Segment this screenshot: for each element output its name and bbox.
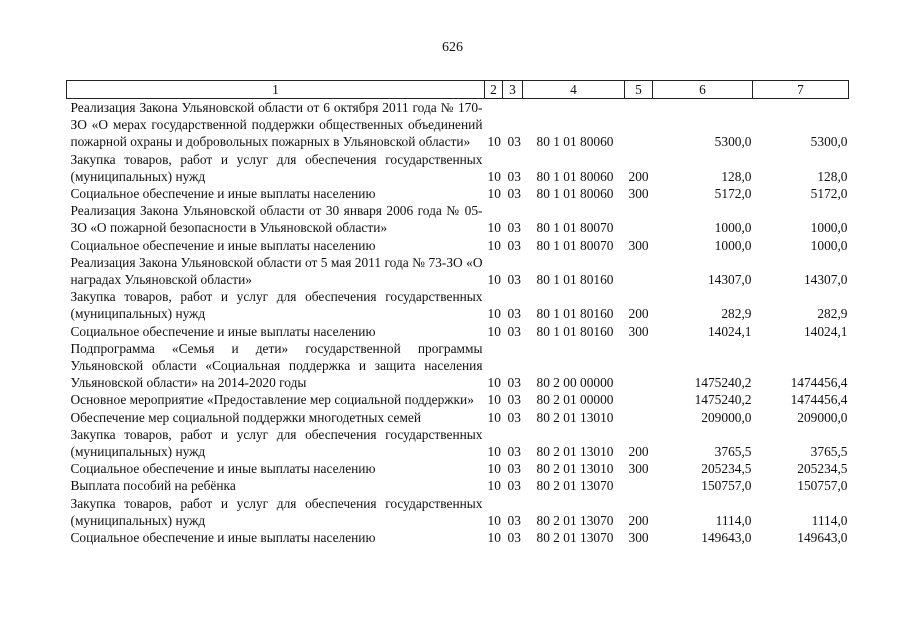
- subsection-code: 03: [507, 392, 521, 408]
- table-row: [67, 99, 849, 151]
- target-article-code: 80 2 01 13010: [536, 409, 614, 425]
- expense-type-code: [625, 477, 653, 494]
- section-code: 10: [487, 134, 501, 150]
- amount-year-2: 209000,0: [797, 409, 848, 425]
- row-name: Закупка товаров, работ и услуг для обеспечения государственных (муниципальных) нужд: [70, 495, 483, 528]
- row-name: Выплата пособий на ребёнка: [70, 478, 236, 494]
- amount-year-2: 1000,0: [810, 237, 848, 253]
- table-row: [67, 237, 849, 254]
- target-article-code: 80 1 01 80070: [536, 237, 614, 253]
- amount-year-2: 150757,0: [797, 478, 848, 494]
- amount-year-2: 5172,0: [810, 186, 848, 202]
- column-header: 6: [653, 81, 753, 99]
- section-code: 10: [487, 478, 501, 494]
- amount-year-2: 3765,5: [810, 444, 848, 460]
- amount-year-2: 205234,5: [797, 461, 848, 477]
- expense-type-code: [625, 409, 653, 426]
- row-name: Социальное обеспечение и иные выплаты населению: [70, 461, 376, 477]
- subsection-code: 03: [507, 168, 521, 184]
- subsection-code: 03: [507, 512, 521, 528]
- amount-year-2: 1474456,4: [790, 375, 848, 391]
- expense-type-code: 200: [628, 512, 649, 528]
- amount-year-1: 209000,0: [701, 409, 752, 425]
- table-row: [67, 202, 849, 236]
- target-article-code: 80 1 01 80070: [536, 220, 614, 236]
- subsection-code: 03: [507, 461, 521, 477]
- row-name: Обеспечение мер социальной поддержки многодетных семей: [70, 409, 422, 425]
- amount-year-2: 5300,0: [810, 134, 848, 150]
- amount-year-2: 282,9: [817, 306, 848, 322]
- amount-year-1: 1000,0: [714, 220, 752, 236]
- amount-year-1: 5172,0: [714, 186, 752, 202]
- section-code: 10: [487, 512, 501, 528]
- amount-year-2: 149643,0: [797, 530, 848, 546]
- subsection-code: 03: [507, 306, 521, 322]
- section-code: 10: [487, 392, 501, 408]
- column-header: 4: [523, 81, 625, 99]
- row-name: Реализация Закона Ульяновской области от 5 мая 2011 года № 73-ЗО «О наградах Ульяновской области»: [70, 254, 483, 288]
- table-header-row: [67, 81, 849, 99]
- subsection-code: 03: [507, 220, 521, 236]
- amount-year-1: 282,9: [721, 306, 752, 322]
- target-article-code: 80 1 01 80160: [536, 306, 614, 322]
- column-header: 1: [67, 81, 485, 99]
- expense-type-code: 300: [628, 323, 649, 339]
- subsection-code: 03: [507, 186, 521, 202]
- target-article-code: 80 2 01 13070: [536, 512, 614, 528]
- section-code: 10: [487, 220, 501, 236]
- subsection-code: 03: [507, 375, 521, 391]
- expense-type-code: [625, 202, 653, 236]
- table-row: [67, 495, 849, 529]
- amount-year-1: 5300,0: [714, 134, 752, 150]
- section-code: 10: [487, 168, 501, 184]
- expense-type-code: 200: [628, 168, 649, 184]
- section-code: 10: [487, 186, 501, 202]
- target-article-code: 80 2 01 13010: [536, 461, 614, 477]
- subsection-code: 03: [507, 237, 521, 253]
- page-number: 626: [442, 40, 463, 55]
- table-row: [67, 477, 849, 494]
- table-row: [67, 323, 849, 340]
- budget-table: [66, 80, 849, 546]
- target-article-code: 80 2 01 13070: [536, 530, 614, 546]
- expense-type-code: [625, 254, 653, 288]
- row-name: Социальное обеспечение и иные выплаты населению: [70, 186, 376, 202]
- column-header: 7: [753, 81, 849, 99]
- table-row: [67, 185, 849, 202]
- amount-year-2: 1000,0: [810, 220, 848, 236]
- section-code: 10: [487, 461, 501, 477]
- column-header: 3: [503, 81, 523, 99]
- section-code: 10: [487, 375, 501, 391]
- subsection-code: 03: [507, 409, 521, 425]
- amount-year-2: 14307,0: [803, 272, 848, 288]
- section-code: 10: [487, 323, 501, 339]
- row-name: Подпрограмма «Семья и дети» государственной программы Ульяновской области «Социальная поддержка и защита населения Ульяновской области» на 2014-2020 годы: [70, 340, 483, 391]
- amount-year-2: 1114,0: [811, 512, 848, 528]
- subsection-code: 03: [507, 272, 521, 288]
- target-article-code: 80 1 01 80160: [536, 323, 614, 339]
- section-code: 10: [487, 272, 501, 288]
- target-article-code: 80 2 01 13010: [536, 444, 614, 460]
- section-code: 10: [487, 306, 501, 322]
- target-article-code: 80 1 01 80160: [536, 272, 614, 288]
- row-name: Закупка товаров, работ и услуг для обеспечения государственных (муниципальных) нужд: [70, 151, 483, 184]
- subsection-code: 03: [507, 478, 521, 494]
- amount-year-1: 150757,0: [701, 478, 752, 494]
- section-code: 10: [487, 444, 501, 460]
- amount-year-1: 128,0: [721, 168, 752, 184]
- expense-type-code: [625, 99, 653, 151]
- target-article-code: 80 2 01 13070: [536, 478, 614, 494]
- expense-type-code: 300: [628, 186, 649, 202]
- amount-year-2: 128,0: [817, 168, 848, 184]
- section-code: 10: [487, 530, 501, 546]
- amount-year-1: 149643,0: [701, 530, 752, 546]
- table-row: [67, 151, 849, 185]
- table-row: [67, 409, 849, 426]
- amount-year-1: 1475240,2: [694, 375, 752, 391]
- subsection-code: 03: [507, 444, 521, 460]
- amount-year-1: 1000,0: [714, 237, 752, 253]
- target-article-code: 80 1 01 80060: [536, 168, 614, 184]
- subsection-code: 03: [507, 134, 521, 150]
- table-row: [67, 254, 849, 288]
- target-article-code: 80 1 01 80060: [536, 134, 614, 150]
- row-name: Социальное обеспечение и иные выплаты населению: [70, 237, 376, 253]
- table-row: [67, 340, 849, 392]
- expense-type-code: 200: [628, 306, 649, 322]
- section-code: 10: [487, 409, 501, 425]
- amount-year-2: 1474456,4: [790, 392, 848, 408]
- expense-type-code: 300: [628, 237, 649, 253]
- section-code: 10: [487, 237, 501, 253]
- amount-year-2: 14024,1: [803, 323, 848, 339]
- row-name: Реализация Закона Ульяновской области от 30 января 2006 года № 05-ЗО «О пожарной безопасности в Ульяновской области»: [70, 203, 483, 236]
- subsection-code: 03: [507, 530, 521, 546]
- row-name: Основное мероприятие «Предоставление мер социальной поддержки»: [70, 392, 474, 408]
- expense-type-code: [625, 391, 653, 408]
- amount-year-1: 3765,5: [714, 444, 752, 460]
- expense-type-code: 200: [628, 444, 649, 460]
- table-row: [67, 460, 849, 477]
- expense-type-code: [625, 340, 653, 392]
- table-row: [67, 426, 849, 460]
- row-name: Реализация Закона Ульяновской области от 6 октября 2011 года № 170-ЗО «О мерах государственной поддержки общественных объединений пожарной охраны и добровольных пожарных в Ульяновской области»: [70, 100, 483, 150]
- amount-year-1: 14024,1: [707, 323, 752, 339]
- target-article-code: 80 2 00 00000: [536, 375, 614, 391]
- column-header: 5: [625, 81, 653, 99]
- table-row: [67, 529, 849, 546]
- amount-year-1: 1475240,2: [694, 392, 752, 408]
- expense-type-code: 300: [628, 461, 649, 477]
- subsection-code: 03: [507, 323, 521, 339]
- amount-year-1: 1114,0: [715, 512, 752, 528]
- amount-year-1: 205234,5: [701, 461, 752, 477]
- expense-type-code: 300: [628, 530, 649, 546]
- table-row: [67, 288, 849, 322]
- target-article-code: 80 1 01 80060: [536, 186, 614, 202]
- row-name: Закупка товаров, работ и услуг для обеспечения государственных (муниципальных) нужд: [70, 426, 483, 460]
- row-name: Закупка товаров, работ и услуг для обеспечения государственных (муниципальных) нужд: [70, 289, 483, 322]
- amount-year-1: 14307,0: [707, 272, 752, 288]
- target-article-code: 80 2 01 00000: [536, 392, 614, 408]
- row-name: Социальное обеспечение и иные выплаты населению: [70, 530, 376, 546]
- row-name: Социальное обеспечение и иные выплаты населению: [70, 323, 376, 339]
- column-header: 2: [485, 81, 503, 99]
- table-row: [67, 391, 849, 408]
